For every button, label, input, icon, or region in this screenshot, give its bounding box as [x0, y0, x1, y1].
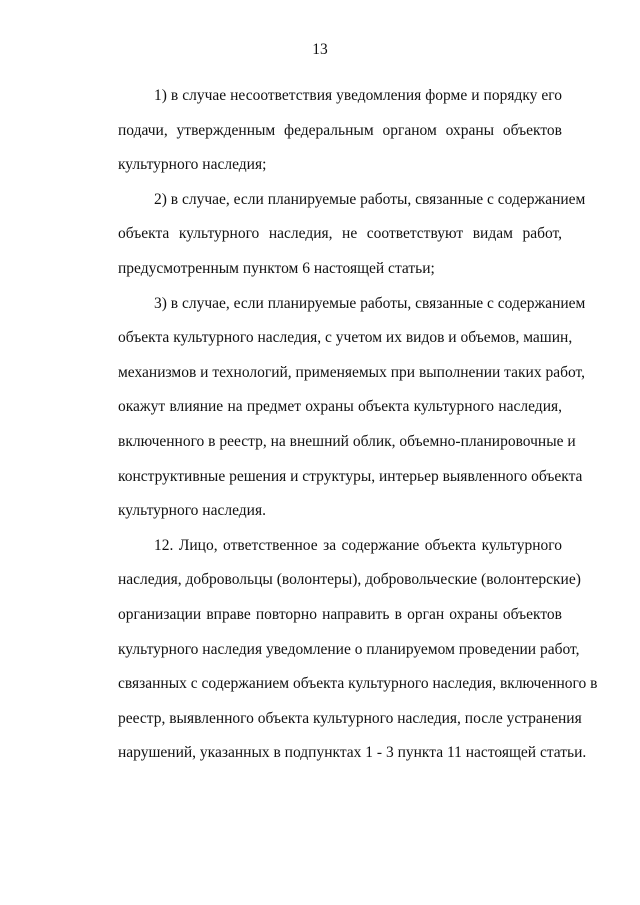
text-line: механизмов и технологий, применяемых при выполнении таких работ, — [118, 363, 586, 381]
text-line: нарушений, указанных в подпунктах 1 - 3 пункта 11 настоящей статьи. — [118, 744, 587, 762]
text-line: предусмотренным пунктом 6 настоящей статьи; — [118, 259, 435, 277]
paragraph-subitem-1 — [82, 79, 562, 183]
text-line: культурного наследия уведомление о планируемом проведении работ, — [118, 640, 580, 658]
paragraph-subitem-2 — [82, 183, 586, 287]
text-line: реестр, выявленного объекта культурного наследия, после устранения — [118, 709, 582, 727]
paragraph-item-12 — [82, 529, 598, 771]
text-line: подачи, утвержденным федеральным органом охраны объектов — [118, 121, 562, 139]
text-line: 3) в случае, если планируемые работы, связанные с содержанием — [154, 294, 586, 312]
text-line: окажут влияние на предмет охраны объекта культурного наследия, — [118, 398, 562, 416]
text-line: 1) в случае несоответствия уведомления форме и порядку его — [154, 87, 562, 104]
text-line: 2) в случае, если планируемые работы, связанные с содержанием — [154, 190, 586, 208]
text-line: объекта культурного наследия, с учетом их видов и объемов, машин, — [118, 329, 573, 347]
page-number: 13 — [312, 41, 328, 58]
text-line: включенного в реестр, на внешний облик, объемно-планировочные и — [118, 432, 576, 450]
text-line: объекта культурного наследия, не соответствуют видам работ, — [118, 225, 562, 243]
text-line: конструктивные решения и структуры, интерьер выявленного объекта — [118, 467, 583, 485]
document-body — [82, 79, 598, 771]
text-line: культурного наследия; — [118, 156, 267, 174]
text-line: культурного наследия. — [118, 502, 266, 520]
paragraph-subitem-3 — [82, 287, 586, 529]
text-line: 12. Лицо, ответственное за содержание объекта культурного — [154, 536, 562, 554]
text-line: организации вправе повторно направить в орган охраны объектов — [118, 605, 562, 623]
text-line: наследия, добровольцы (волонтеры), добровольческие (волонтерские) — [118, 571, 581, 589]
text-line: связанных с содержанием объекта культурного наследия, включенного в — [118, 675, 598, 693]
